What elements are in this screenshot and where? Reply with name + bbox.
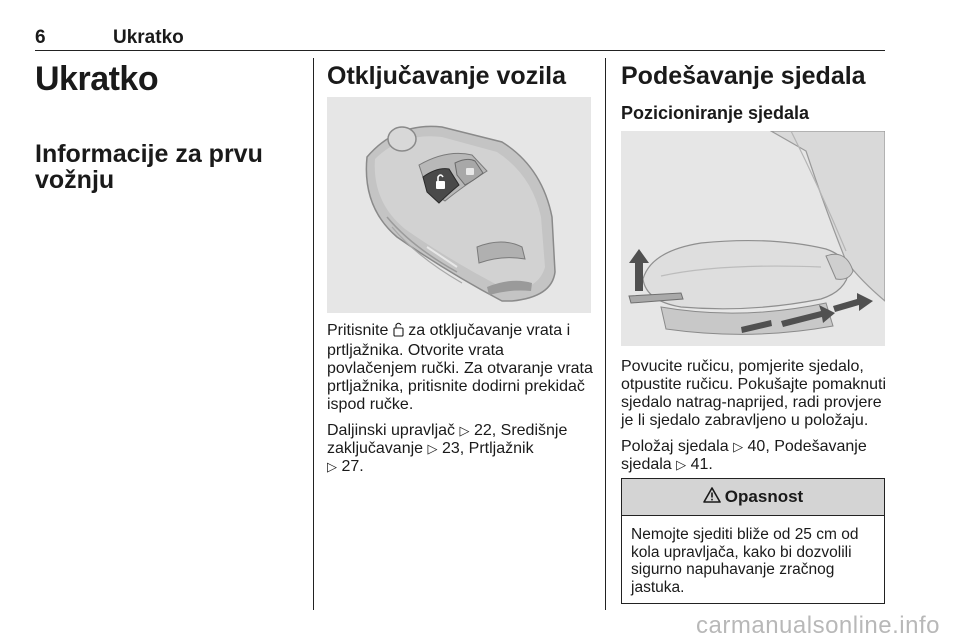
section-title-line: Informacije za prvu <box>35 140 263 168</box>
page-number: 6 <box>35 27 46 48</box>
site-watermark: carmanualsonline.info <box>696 612 940 639</box>
seat-drawing <box>621 131 885 346</box>
warning-box <box>621 478 885 604</box>
page-reference-arrow-icon: ▷ <box>427 441 438 456</box>
page-reference-link[interactable]: 22, Središnje <box>473 422 568 439</box>
cross-reference-line <box>621 438 901 456</box>
section-title-line: vožnju <box>35 166 115 194</box>
page-reference-arrow-icon: ▷ <box>327 459 337 474</box>
cross-reference-line <box>327 458 597 476</box>
paragraph-line: ispod ručke. <box>327 396 414 413</box>
paragraph-line: prtljažnika. Otvorite vrata <box>327 342 504 359</box>
paragraph-line: je li sjedalo zabravljeno u položaju. <box>621 412 869 429</box>
page-reference-arrow-icon: ▷ <box>459 423 470 438</box>
paragraph-line: prtljažnika, pritisnite dodirni prekidač <box>327 378 585 395</box>
warning-line: Nemojte sjediti bliže od 25 cm od <box>631 526 859 543</box>
section-title-first-drive <box>35 141 263 193</box>
unlock-instructions <box>327 322 597 476</box>
header-rule <box>35 50 885 51</box>
warning-triangle-icon <box>703 487 721 508</box>
warning-line: jastuka. <box>631 578 685 596</box>
text-fragment: Položaj sjedala <box>621 438 729 455</box>
text-fragment: sjedala <box>621 456 672 473</box>
page-reference-arrow-icon: ▷ <box>733 439 744 454</box>
subsection-title-seat-positioning: Pozicioniranje sjedala <box>621 103 810 123</box>
seat-instructions <box>621 358 901 474</box>
padlock-open-icon <box>393 322 404 342</box>
text-fragment: Daljinski upravljač <box>327 422 456 439</box>
seat-illustration <box>621 131 885 346</box>
text-fragment: zaključavanje <box>327 440 424 457</box>
warning-line: sigurno napuhavanje zračnog <box>631 561 835 578</box>
column-divider-1 <box>313 58 314 610</box>
page-reference-link[interactable]: 40, Podešavanje <box>747 438 867 455</box>
paragraph-line: Povucite ručicu, pomjerite sjedalo, <box>621 358 864 375</box>
text-fragment: Pritisnite <box>327 322 389 339</box>
cross-reference-line <box>327 440 597 458</box>
paragraph-line: povlačenjem ručki. Za otvaranje vrata <box>327 360 593 377</box>
warning-body <box>622 516 884 596</box>
section-title-seat-adjustment: Podešavanje sjedala <box>621 62 866 90</box>
column-divider-2 <box>605 58 606 610</box>
section-title-unlock: Otključavanje vozila <box>327 62 566 90</box>
page-reference-arrow-icon: ▷ <box>676 457 687 472</box>
text-fragment: za otključavanje vrata i <box>408 322 571 339</box>
page-reference-link[interactable]: 23, Prtljažnik <box>441 440 534 457</box>
page-reference-link[interactable]: 41. <box>690 456 713 473</box>
car-key-illustration <box>327 97 591 313</box>
page-reference-link[interactable]: 27. <box>341 458 364 475</box>
warning-header <box>622 479 884 516</box>
running-header-title: Ukratko <box>113 27 184 48</box>
remote-key-drawing <box>327 97 591 313</box>
warning-title: Opasnost <box>724 487 804 506</box>
warning-line: kola upravljača, kako bi dozvolili <box>631 543 852 561</box>
paragraph-line: sjedalo natrag-naprijed, radi provjere <box>621 394 882 411</box>
cross-reference-line <box>327 422 597 440</box>
cross-reference-line <box>621 456 901 474</box>
paragraph-line <box>327 322 597 342</box>
chapter-title: Ukratko <box>35 60 159 98</box>
paragraph-line: otpustite ručicu. Pokušajte pomaknuti <box>621 376 887 393</box>
